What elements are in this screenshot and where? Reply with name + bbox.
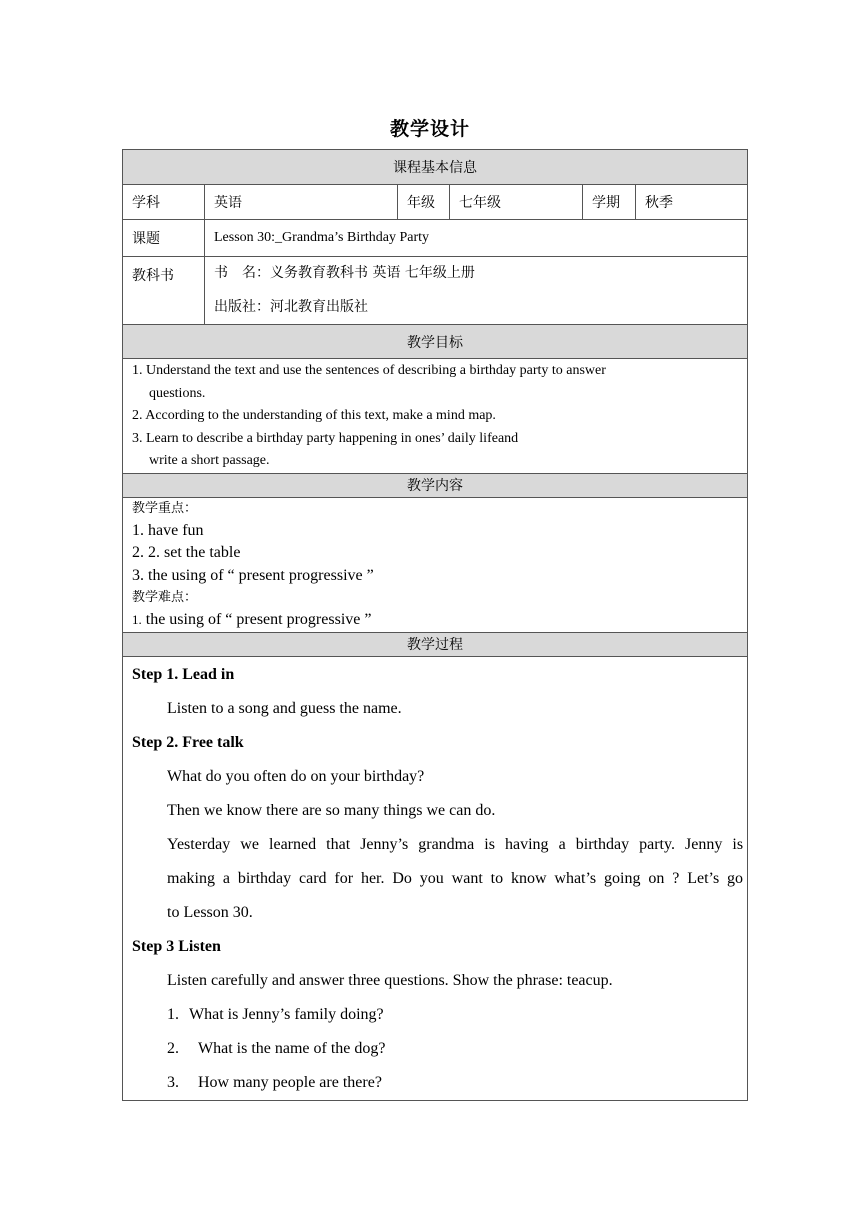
question-number: 2. [167, 1039, 179, 1057]
objectives-row [123, 359, 748, 474]
step2-line: Yesterday we learned that Jenny’s grandma is having a birthday party. Jenny is [167, 835, 744, 853]
content-row [123, 497, 748, 632]
content-header-row [123, 473, 748, 497]
grade-value: 七年级 [450, 185, 583, 220]
difficult-point-item [132, 609, 738, 632]
objective-item: questions. [149, 385, 206, 401]
question-number: 3. [167, 1073, 179, 1091]
process-header-row [123, 632, 748, 656]
objectives-list [123, 359, 748, 474]
topic-value: Lesson 30:_Grandma’s Birthday Party [205, 220, 748, 257]
term-value: 秋季 [636, 185, 748, 220]
question-text: What is the name of the dog? [198, 1039, 386, 1057]
grade-label: 年级 [398, 185, 450, 220]
term-label: 学期 [583, 185, 636, 220]
step2-line: to Lesson 30. [167, 903, 253, 921]
step2-line: making a birthday card for her. Do you want to know what’s going on ? Let’s go [167, 869, 744, 887]
step3-question [132, 1066, 743, 1100]
key-point-item: 2. 2. set the table [132, 544, 241, 561]
lesson-plan-table [122, 149, 748, 1101]
objectives-header: 教学目标 [123, 325, 748, 359]
process-row [123, 656, 748, 1100]
step2-line: Then we know there are so many things we can do. [167, 801, 496, 819]
step2-line: What do you often do on your birthday? [167, 767, 425, 785]
textbook-name: 书 名：义务教育教科书 英语 七年级上册 [214, 265, 475, 281]
objective-item: 1. Understand the text and use the sentences of describing a birthday party to answer [132, 363, 606, 378]
textbook-publisher: 出版社：河北教育出版社 [214, 299, 368, 315]
key-points-label: 教学重点： [132, 500, 198, 516]
document-title: 教学设计 [389, 118, 470, 140]
subject-value: 英语 [205, 185, 398, 220]
step3-intro: Listen carefully and answer three questions. Show the phrase: teacup. [167, 971, 613, 989]
question-text: What is Jenny’s family doing? [189, 1005, 384, 1023]
topic-label: 课题 [123, 220, 205, 257]
objective-item: write a short passage. [149, 453, 270, 468]
textbook-label: 教科书 [123, 257, 205, 325]
process-body [123, 656, 748, 1100]
step3-title: Step 3 Listen [132, 937, 221, 955]
subject-label: 学科 [123, 185, 205, 220]
question-number: 1. [167, 1005, 179, 1023]
subject-row [123, 185, 748, 220]
key-point-item: 3. the using of “ present progressive ” [132, 566, 374, 584]
question-text: How many people are there? [198, 1073, 382, 1091]
step3-question [132, 998, 743, 1032]
step1-line: Listen to a song and guess the name. [167, 699, 402, 717]
basic-info-header-row [123, 150, 748, 185]
objective-item: 2. According to the understanding of this text, make a mind map. [132, 408, 496, 423]
step1-title: Step 1. Lead in [132, 665, 235, 683]
step2-title: Step 2. Free talk [132, 733, 244, 751]
content-header: 教学内容 [123, 473, 748, 497]
step3-question [132, 1032, 743, 1066]
difficult-point-text: the using of “ present progressive ” [141, 611, 372, 628]
difficult-point-num: 1. [132, 612, 142, 627]
textbook-row [123, 257, 748, 325]
difficult-points-label: 教学难点： [132, 590, 198, 605]
textbook-info [205, 257, 748, 325]
key-point-item: 1. have fun [132, 521, 204, 539]
content-body [123, 497, 748, 632]
basic-info-header: 课程基本信息 [123, 150, 748, 185]
topic-row [123, 220, 748, 257]
objectives-header-row [123, 325, 748, 359]
objective-item: 3. Learn to describe a birthday party happening in ones’ daily lifeand [132, 430, 519, 446]
process-header: 教学过程 [123, 632, 748, 656]
